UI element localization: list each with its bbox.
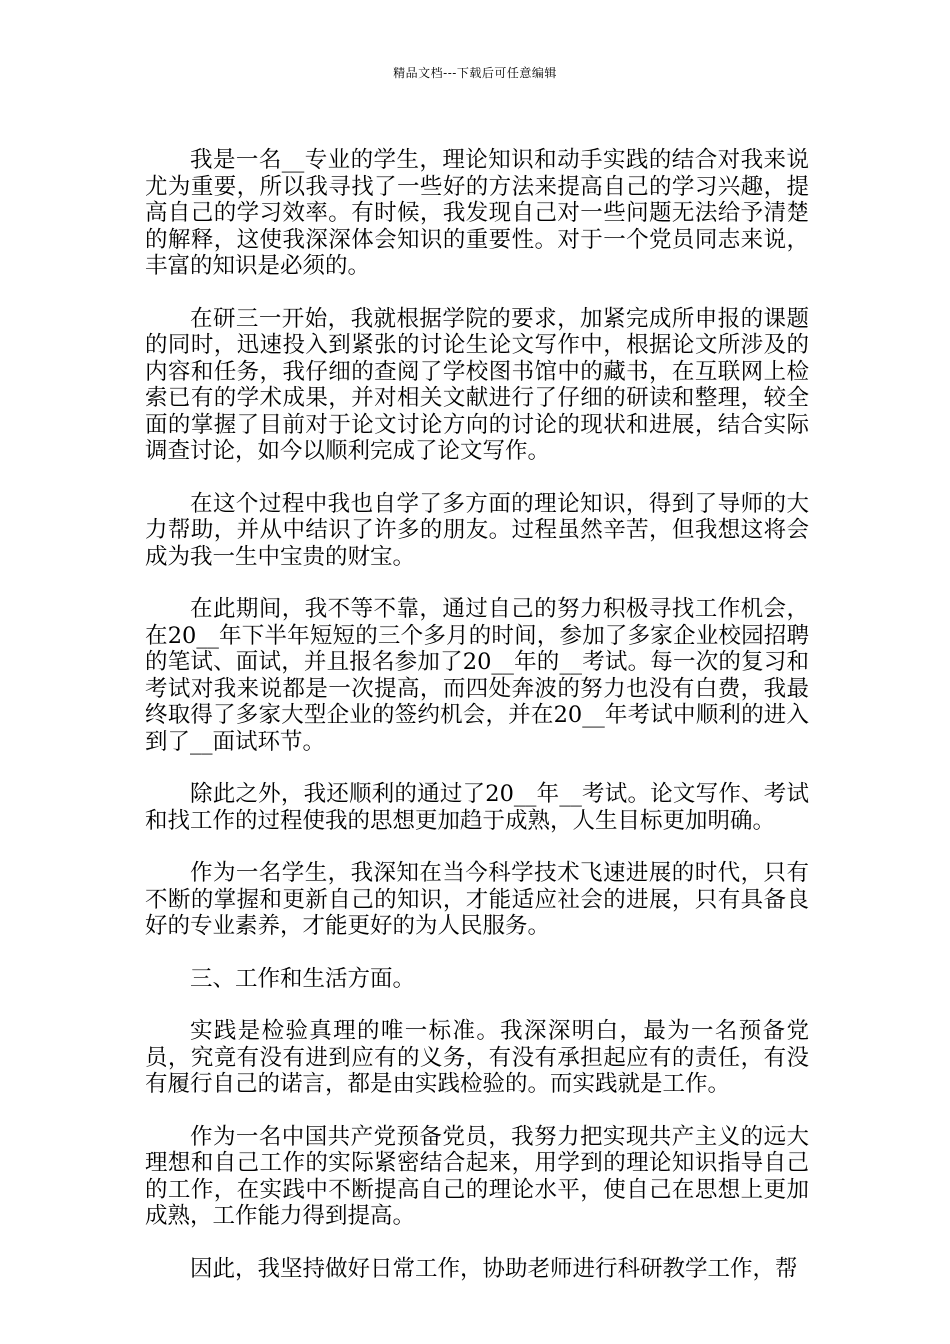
paragraph-intro: 我是一名__专业的学生，理论知识和动手实践的结合对我来说尤为重要，所以我寻找了一些好的方法来提高自己的学习兴趣，提高自己的学习效率。有时候，我发现自己对一些问题无法给予清楚的解释，这使我深深体会知识的重要性。对于一个党员同志来说，丰富的知识是必须的。 [145,147,809,279]
paragraph-job-search: 在此期间，我不等不靠，通过自己的努力积极寻找工作机会，在20__年下半年短短的三个多月的时间，参加了多家企业校园招聘的笔试、面试，并且报名参加了20__年的__考试。每一次的复习和考试对我来说都是一次提高，而四处奔波的努力也没有白费，我最终取得了多家大型企业的签约机会，并在20__年考试中顺利的进入到了__面试环节。 [145,596,809,755]
page-header: 精品文档---下载后可任意编辑 [393,66,557,80]
paragraph-party-member: 作为一名中国共产党预备党员，我努力把实现共产主义的远大理想和自己工作的实际紧密结合起来，用学到的理论知识指导自己的工作，在实践中不断提高自己的理论水平，使自己在思想上更加成熟，工作能力得到提高。 [145,1123,809,1229]
section-heading-work-life: 三、工作和生活方面。 [190,965,416,992]
paragraph-practice: 实践是检验真理的唯一标准。我深深明白，最为一名预备党员，究竟有没有进到应有的义务，有没有承担起应有的责任，有没有履行自己的诺言，都是由实践检验的。而实践就是工作。 [145,1018,809,1097]
paragraph-thesis: 在研三一开始，我就根据学院的要求，加紧完成所申报的课题的同时，迅速投入到紧张的讨论生论文写作中，根据论文所涉及的内容和任务，我仔细的查阅了学校图书馆中的藏书，在互联网上检索已有的学术成果，并对相关文献进行了仔细的研读和整理，较全面的掌握了目前对于论文讨论方向的讨论的现状和进展，结合实际调查讨论，如今以顺利完成了论文写作。 [145,305,809,464]
paragraph-exam: 除此之外，我还顺利的通过了20__年__考试。论文写作、考试和找工作的过程使我的思想更加趋于成熟，人生目标更加明确。 [145,781,809,834]
paragraph-self-study: 在这个过程中我也自学了多方面的理论知识，得到了导师的大力帮助，并从中结识了许多的朋友。过程虽然辛苦，但我想这将会成为我一生中宝贵的财宝。 [145,490,809,570]
paragraph-student: 作为一名学生，我深知在当今科学技术飞速进展的时代，只有不断的掌握和更新自己的知识，才能适应社会的进展，只有具备良好的专业素养，才能更好的为人民服务。 [145,860,809,939]
paragraph-daily-work: 因此，我坚持做好日常工作，协助老师进行科研教学工作，帮 [190,1255,798,1282]
document-body [145,147,809,1308]
